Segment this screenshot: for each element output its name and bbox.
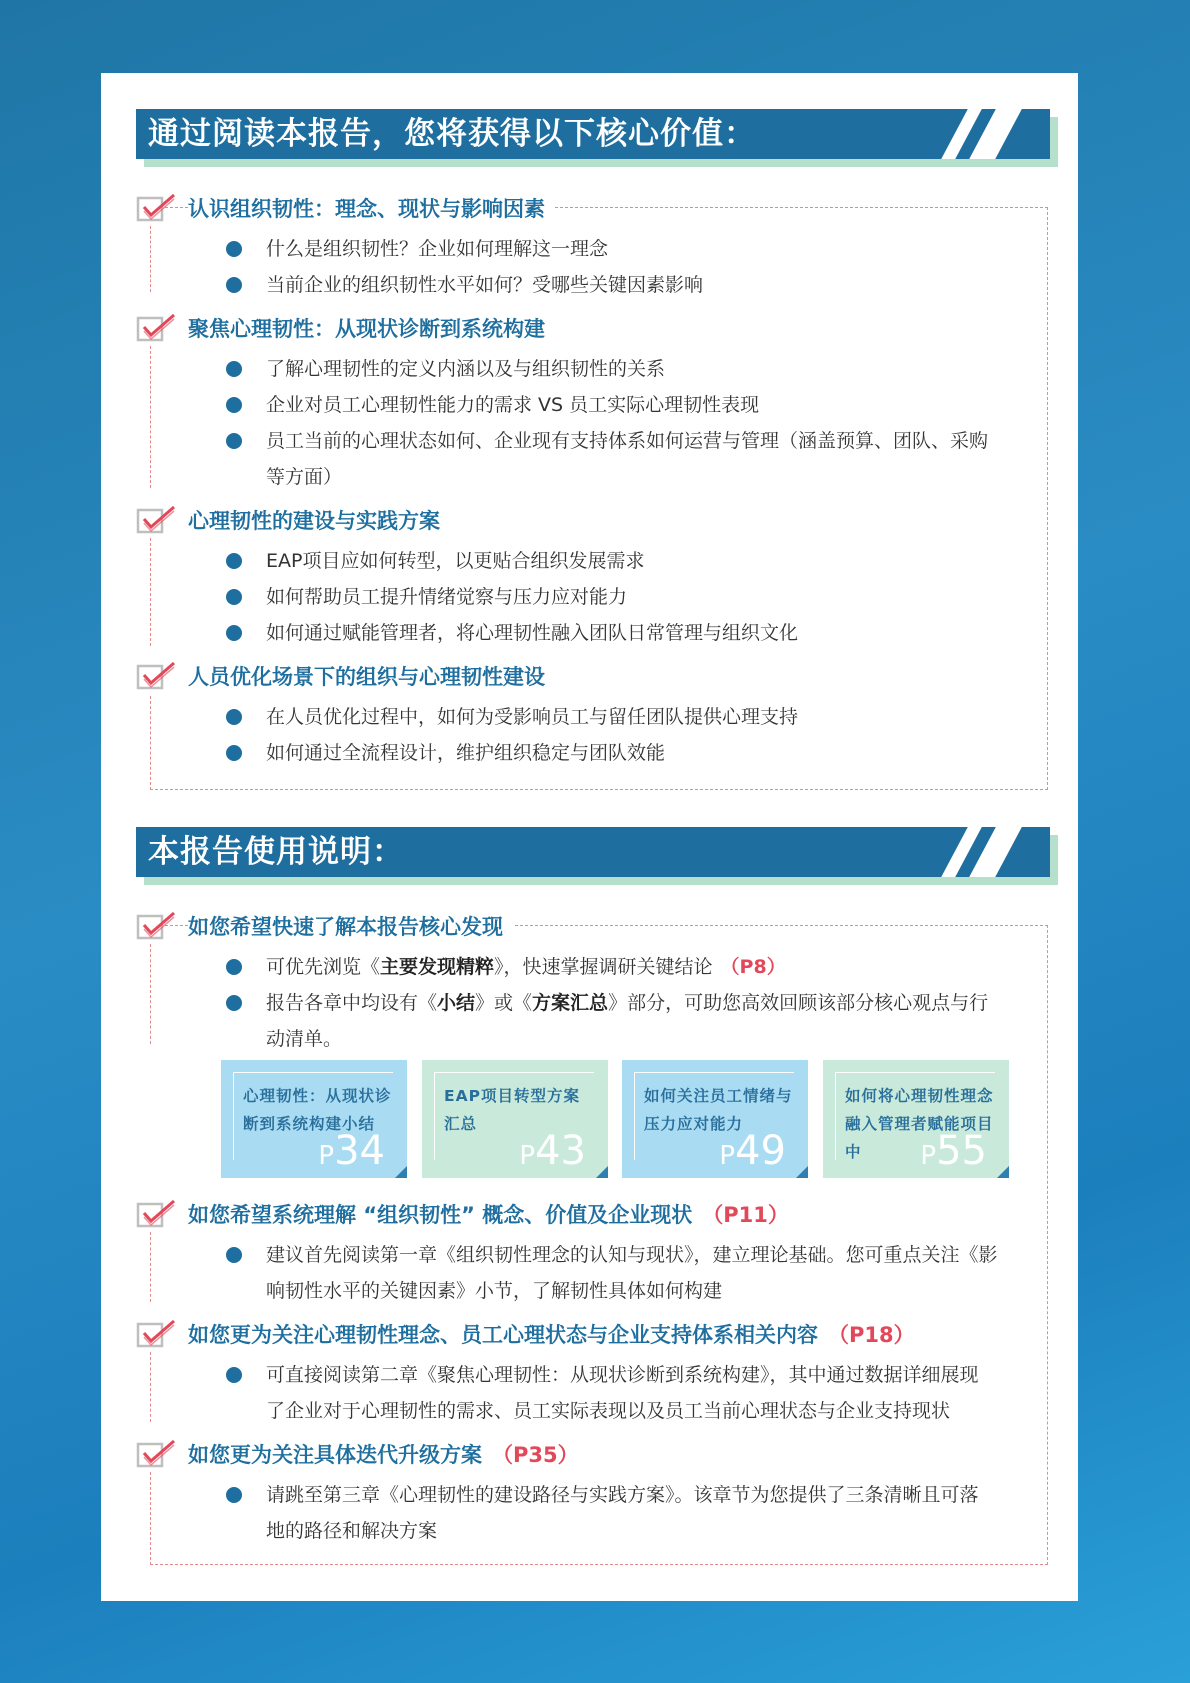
section-heading (136, 1436, 589, 1472)
list-item: 请跳至第三章《心理韧性的建设路径与实践方案》。该章节为您提供了三条清晰且可落 (226, 1477, 1016, 1513)
page-reference: （P11） (702, 1203, 789, 1227)
list-item-continuation: 动清单。 (266, 1028, 343, 1050)
checkmark-icon (136, 192, 178, 224)
section-title: 人员优化场景下的组织与心理韧性建设 (188, 661, 555, 691)
section-title: 如您希望系统理解 “组织韧性” 概念、价值及企业现状 （P11） (188, 1199, 799, 1229)
page-reference: （P8） (720, 956, 786, 978)
checkmark-icon (136, 1198, 178, 1230)
banner-title: 通过阅读本报告，您将获得以下核心价值： (148, 116, 756, 152)
card-label: 心理韧性：从现状诊断到系统构建小结 (243, 1087, 392, 1133)
section-heading (136, 502, 450, 538)
card-page-number: P43 (519, 1128, 586, 1174)
banner-title: 本报告使用说明： (148, 834, 404, 870)
card-page-number: P34 (318, 1128, 385, 1174)
page-card (622, 1060, 808, 1178)
section-title: 聚焦心理韧性：从现状诊断到系统构建 (188, 313, 555, 343)
page-card (823, 1060, 1009, 1178)
banner-usage-guide (136, 827, 1050, 877)
list-item: 如何帮助员工提升情绪觉察与压力应对能力 (226, 579, 1016, 615)
list-item: 可直接阅读第二章《聚焦心理韧性：从现状诊断到系统构建》，其中通过数据详细展现 (226, 1357, 1016, 1393)
list-item: 员工当前的心理状态如何、企业现有支持体系如何运营与管理（涵盖预算、团队、采购 (226, 423, 1016, 459)
list-item-continuation: 地的路径和解决方案 (266, 1520, 438, 1542)
section-heading (136, 1316, 925, 1352)
page-card (221, 1060, 407, 1178)
card-label: EAP项目转型方案汇总 (444, 1087, 580, 1133)
checkmark-icon (136, 660, 178, 692)
section-title: 如您更为关注心理韧性理念、员工心理状态与企业支持体系相关内容 （P18） (188, 1319, 925, 1349)
section-heading (136, 190, 555, 226)
card-label: 如何关注员工情绪与压力应对能力 (644, 1087, 793, 1133)
list-item: 报告各章中均设有《小结》或《方案汇总》部分，可助您高效回顾该部分核心观点与行 (226, 985, 1016, 1021)
list-item: 可优先浏览《主要发现精粹》，快速掌握调研关键结论 （P8） (226, 949, 1016, 985)
section-heading (136, 310, 555, 346)
card-page-number: P49 (719, 1128, 786, 1174)
page-reference: （P18） (828, 1323, 915, 1347)
banner-core-value (136, 109, 1050, 159)
checkmark-icon (136, 1438, 178, 1470)
section-heading (136, 1196, 799, 1232)
list-item: 当前企业的组织韧性水平如何？受哪些关键因素影响 (226, 267, 1016, 303)
card-label: 如何将心理韧性理念融入管理者赋能项目中 (845, 1087, 994, 1161)
list-item: 建议首先阅读第一章《组织韧性理念的认知与现状》，建立理论基础。您可重点关注《影 (226, 1237, 1016, 1273)
page-reference: （P35） (492, 1443, 579, 1467)
checkmark-icon (136, 504, 178, 536)
corner-fold-icon (395, 1166, 407, 1178)
corner-fold-icon (596, 1166, 608, 1178)
list-item: 企业对员工心理韧性能力的需求 VS 员工实际心理韧性表现 (226, 387, 1016, 423)
section-title: 如您更为关注具体迭代升级方案 （P35） (188, 1439, 589, 1469)
list-item-continuation: 等方面） (266, 466, 343, 488)
corner-fold-icon (796, 1166, 808, 1178)
list-item: 如何通过全流程设计，维护组织稳定与团队效能 (226, 735, 1016, 771)
page-card (422, 1060, 608, 1178)
section-title: 心理韧性的建设与实践方案 (188, 505, 450, 535)
list-item: 了解心理韧性的定义内涵以及与组织韧性的关系 (226, 351, 1016, 387)
section-heading (136, 658, 555, 694)
list-item: 什么是组织韧性？企业如何理解这一理念 (226, 231, 1016, 267)
checkmark-icon (136, 312, 178, 344)
section-title: 认识组织韧性：理念、现状与影响因素 (188, 193, 555, 223)
card-page-number: P55 (920, 1128, 987, 1174)
section-heading (136, 908, 513, 944)
list-item-continuation: 响韧性水平的关键因素》小节，了解韧性具体如何构建 (266, 1280, 723, 1302)
list-item: 在人员优化过程中，如何为受影响员工与留任团队提供心理支持 (226, 699, 1016, 735)
list-item-continuation: 了企业对于心理韧性的需求、员工实际表现以及员工当前心理状态与企业支持现状 (266, 1400, 951, 1422)
checkmark-icon (136, 1318, 178, 1350)
list-item: EAP项目应如何转型，以更贴合组织发展需求 (226, 543, 1016, 579)
section-title: 如您希望快速了解本报告核心发现 (188, 911, 513, 941)
corner-fold-icon (997, 1166, 1009, 1178)
list-item: 如何通过赋能管理者，将心理韧性融入团队日常管理与组织文化 (226, 615, 1016, 651)
checkmark-icon (136, 910, 178, 942)
